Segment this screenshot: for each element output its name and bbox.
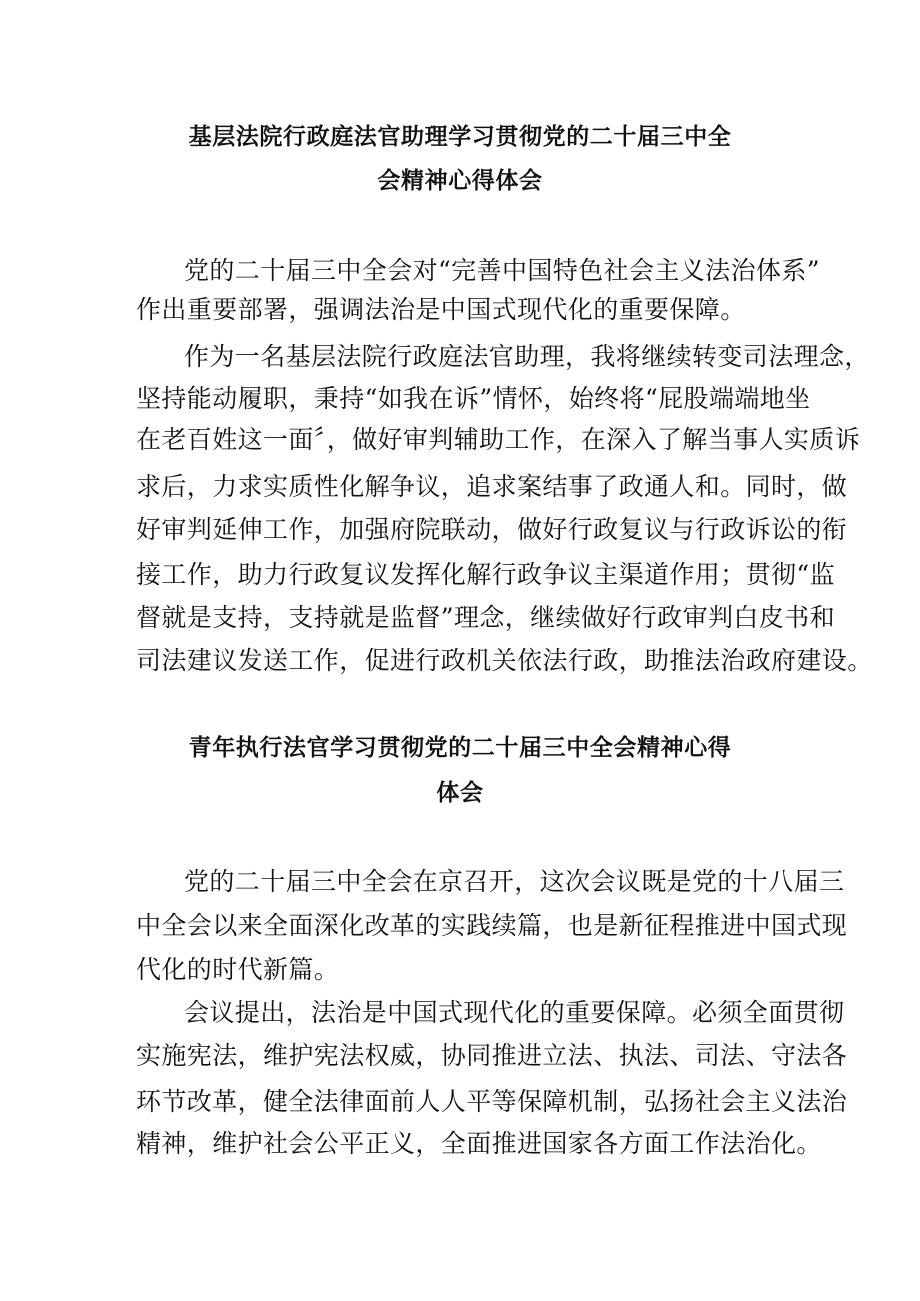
section-1-title-line-1: 基层法院行政庭法官助理学习贯彻党的二十届三中全 [188, 124, 732, 150]
section-2-paragraph-2-line-3: 环节改革，健全法律面前人人平等保障机制，弘扬社会主义法治 [136, 1087, 848, 1116]
section-2-paragraph-1-line-2: 中全会以来全面深化改革的实践续篇，也是新征程推进中国式现 [136, 911, 848, 940]
section-1-paragraph-2-line-8: 司法建议发送工作，促进行政机关依法行政，助推法治政府建设。 [136, 646, 873, 675]
section-1-paragraph-1-line-2: 作出重要部署，强调法治是中国式现代化的重要保障。 [136, 295, 746, 324]
section-2-title-line-1: 青年执行法官学习贯彻党的二十届三中全会精神心得 [188, 735, 732, 761]
section-1-paragraph-2-line-2: 坚持能动履职，秉持“如我在诉”情怀，始终将“屁股端端地坐 [136, 384, 811, 413]
section-1-paragraph-2-line-5: 好审判延伸工作，加强府院联动，做好行政复议与行政诉讼的衔 [136, 515, 848, 544]
section-2-paragraph-2-line-2: 实施宪法，维护宪法权威，协同推进立法、执法、司法、守法各 [136, 1041, 848, 1070]
section-1-paragraph-2-line-4: 求后，力求实质性化解争议，追求案结事了政通人和。同时，做 [136, 472, 848, 501]
section-2-paragraph-1-line-1: 党的二十届三中全会在京召开，这次会议既是党的十八届三 [184, 867, 845, 896]
section-2-paragraph-2-line-4: 精神，维护社会公平正义，全面推进国家各方面工作法治化。 [136, 1129, 822, 1158]
section-1-paragraph-2-line-3: 在老百姓这一面〞，做好审判辅助工作，在深入了解当事人实质诉 [136, 425, 861, 454]
section-1-title-line-2: 会精神心得体会 [377, 168, 543, 194]
section-2-paragraph-1-line-3: 代化的时代新篇。 [136, 955, 340, 984]
section-2-paragraph-2-line-1: 会议提出，法治是中国式现代化的重要保障。必须全面贯彻 [184, 998, 845, 1027]
section-1-paragraph-1-line-1: 党的二十届三中全会对“完善中国特色社会主义法治体系” [184, 256, 820, 285]
section-1-paragraph-2-line-6: 接工作，助力行政复议发挥化解行政争议主渠道作用；贯彻“监 [136, 560, 835, 589]
section-1-paragraph-2-line-1: 作为一名基层法院行政庭法官助理，我将继续转变司法理念， [184, 342, 870, 371]
section-2-title-line-2: 体会 [436, 780, 484, 806]
section-1-paragraph-2-line-7: 督就是支持，支持就是监督”理念，继续做好行政审判白皮书和 [136, 603, 835, 632]
